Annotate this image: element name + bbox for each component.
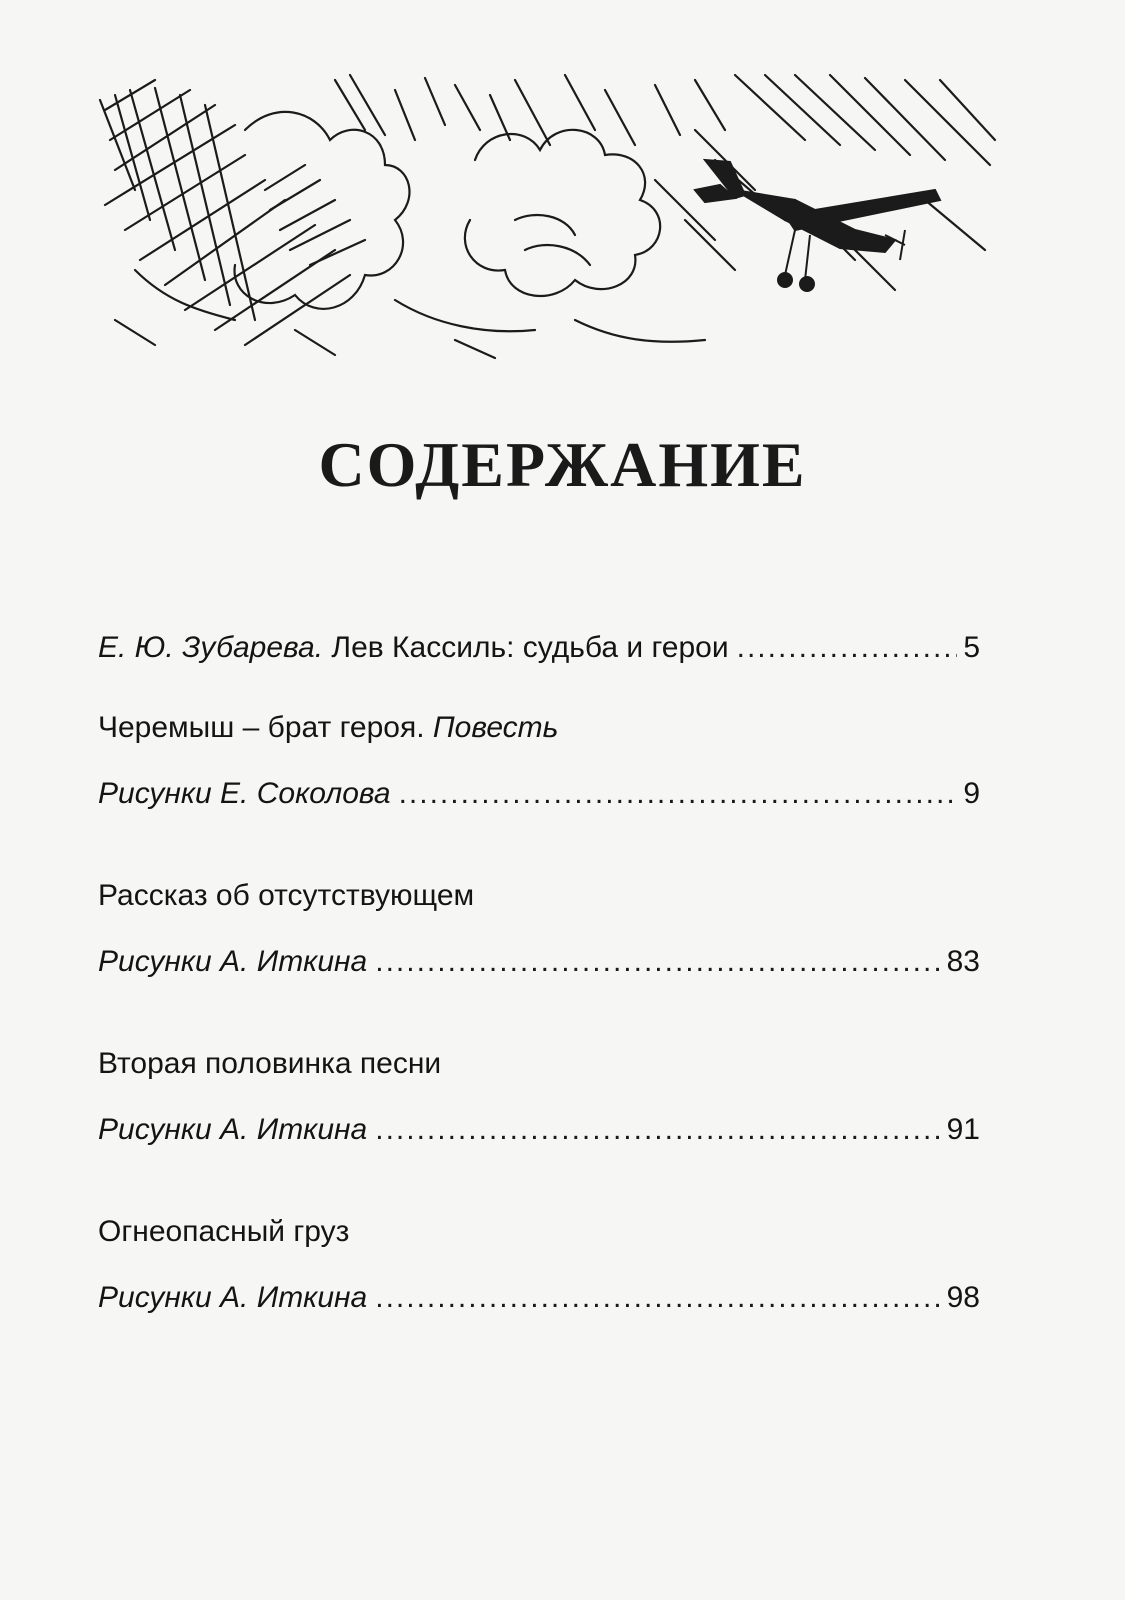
toc-entry-rasskaz[interactable] — [98, 876, 980, 982]
entry-title: Черемыш – брат героя. — [98, 711, 425, 744]
entry-title: Рассказ об отсутствующем — [98, 879, 475, 912]
toc-entry-ogneopasny[interactable] — [98, 1212, 980, 1318]
entry-genre: Повесть — [432, 711, 559, 744]
entry-illustrator: Рисунки А. Иткина — [98, 1113, 368, 1146]
toc-entry-zubareva[interactable] — [98, 628, 980, 668]
dot-leader — [375, 1278, 940, 1318]
entry-illustrator: Рисунки А. Иткина — [98, 945, 368, 978]
toc-heading: СОДЕРЖАНИЕ — [318, 429, 807, 500]
dot-leader — [375, 942, 940, 982]
toc-entry-cheremysh[interactable] — [98, 708, 980, 814]
dot-leader — [737, 628, 958, 668]
entry-page-number: 5 — [963, 631, 980, 664]
dot-leader — [375, 1110, 940, 1150]
entry-page-number: 91 — [946, 1113, 980, 1146]
entry-author: Е. Ю. Зубарева. — [98, 631, 324, 664]
dot-leader — [399, 774, 958, 814]
entry-title: Огнеопасный груз — [98, 1215, 350, 1248]
entry-title: Лев Кассиль: судьба и герои — [331, 631, 729, 664]
entry-illustrator: Рисунки А. Иткина — [98, 1281, 368, 1314]
airplane-clouds-sketch-icon — [95, 70, 1000, 360]
toc-entry-vtoraya[interactable] — [98, 1044, 980, 1150]
entry-illustrator: Рисунки Е. Соколова — [98, 777, 391, 810]
entry-page-number: 83 — [946, 945, 980, 978]
entry-title: Вторая половинка песни — [98, 1047, 442, 1080]
entry-page-number: 98 — [946, 1281, 980, 1314]
table-of-contents — [98, 628, 980, 1318]
entry-page-number: 9 — [963, 777, 980, 810]
